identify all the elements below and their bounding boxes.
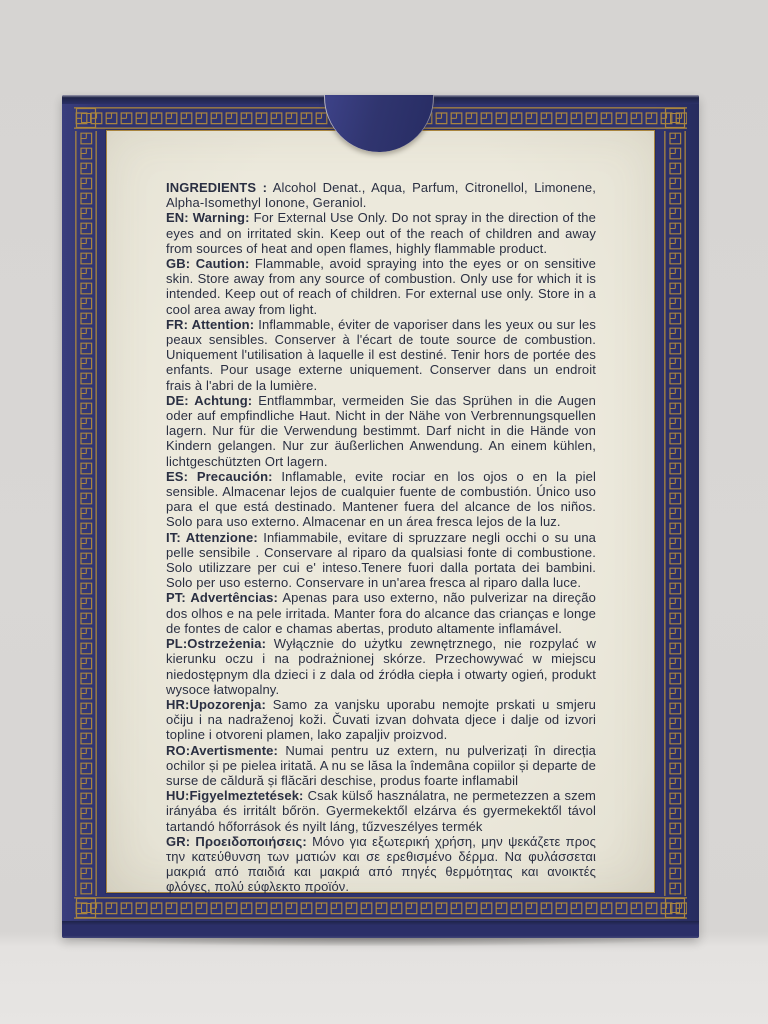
section-en-label: EN: Warning: — [166, 210, 250, 226]
section-de-label: DE: Achtung: — [166, 392, 253, 408]
section-it — [166, 530, 596, 591]
section-es — [166, 469, 596, 530]
section-pt-label: PT: Advertências: — [166, 590, 278, 606]
section-gb-label: GB: Caution: — [166, 256, 250, 272]
section-en — [166, 210, 596, 256]
section-pl-label: PL:Ostrzeżenia: — [166, 636, 267, 652]
section-ro — [166, 743, 596, 789]
section-hr-text: Samo za vanjsku uporabu nemojte prskati u smjeru očiju i na nadraženoj koži. Čuvati izvan dohvata djece i dalje od izvori topline i otvoreni plamen, lako zapaljiv proizvod. — [166, 696, 597, 743]
section-hr — [166, 697, 596, 743]
section-ingredients-text: Alcohol Denat., Aqua, Parfum, Citronellol, Limonene, Alpha-Isomethyl Ionone, Geraniol. — [166, 180, 596, 211]
section-es-text: Inflamable, evite rociar en los ojos o en la piel sensible. Almacenar lejos de cualquier fuente de combustión. Único uso para el que está destinado. Mantener fuera del alcance de los niños. Solo para uso externo. Almacenar en un área fresca lejos de la luz. — [166, 468, 596, 530]
section-fr-text: Inflammable, éviter de vaporiser dans les yeux ou sur les peaux sensibles. Conserver à l'écart de toute source de combustion. Uniquement l'utilisation à laquelle il est destiné. Tenir hors de portée des enfants. Pour usage externe uniquement. Conserver dans un endroit frais à l'abri de la lumière. — [166, 316, 597, 393]
section-es-label: ES: Precaución: — [166, 468, 273, 484]
warnings-text-block — [166, 180, 596, 895]
section-ingredients-label: INGREDIENTS : — [166, 180, 268, 195]
section-fr-label: FR: Attention: — [166, 316, 255, 332]
section-hu-text: Csak külső használatra, ne permetezzen a szem irányába és irritált bőrön. Gyermekektől elzárva és gyermekektől távol tartandó hőforrások és nyilt láng, tűzveszélyes termék — [166, 788, 597, 834]
section-hu-label: HU:Figyelmeztetések: — [166, 788, 304, 804]
box-bottom-flap — [62, 921, 699, 938]
section-gr-label: GR: Προειδοποιήσεις: — [166, 833, 307, 849]
section-ingredients — [166, 180, 596, 210]
section-gb — [166, 256, 596, 317]
section-fr — [166, 317, 596, 393]
section-de-text: Entflammbar, vermeiden Sie das Sprühen in die Augen oder auf empfindliche Haut. Nicht in der Nähe von Verbrennungsquellen lagern. Nur für die Verwendung bestimmt. Darf nicht in die Hände von Kindern gelangen. Nur zur äußerlichen Anwendung. An einem kühlen, lichtgeschützten Ort lagern. — [166, 392, 596, 469]
section-gr-text: Μόνο για εξωτερική χρήση, μην ψεκάζετε προς την κατεύθυνση των ματιών και σε ερεθισμένο δέρμα. Να φυλάσσεται μακριά από παιδιά και μακριά από πηγές θερμότητας και ανοικτές φλόγες, πολύ εύφλεκτο προϊόν. — [166, 833, 596, 895]
section-it-text: Infiammabile, evitare di spruzzare negli occhi o su una pelle sensibile . Conservare al riparo da qualsiasi fonte di combustione. Solo utilizzare per cui e' inteso.Tenere fuori dalla portata dei bambini. Solo per uso esterno. Conservare in un'area fresca al riparo dalla luce. — [166, 529, 597, 591]
section-ro-text: Numai pentru uz extern, nu pulverizați în direcția ochilor și pe pielea iritată. A nu se lăsa la îndemâna copiilor și departe de surse de căldură și flăcări deschise, produs foarte inflamabil — [166, 742, 596, 788]
section-pl-text: Wyłącznie do użytku zewnętrznego, nie rozpylać w kierunku oczu i na podrażnionej skórze. Przechowywać w miejscu niedostępnym dla dzieci i z dala od źródła ciepła i otwarty ogień, produkt wysoce łatwopalny. — [166, 636, 597, 697]
section-gb-text: Flammable, avoid spraying into the eyes or on sensitive skin. Store away from any source of combustion. Only use for which it is intended. Keep out of reach of children. For external use only. Store in a cool area away from light. — [166, 256, 596, 317]
section-gr — [166, 834, 596, 895]
section-pt-text: Apenas para uso externo, não pulverizar na direção dos olhos e na pele irritada. Manter fora do alcance das crianças e longe de fontes de calor e chamas abertas, produto altamente inflamável. — [166, 590, 597, 636]
perfume-box-back-panel — [62, 95, 699, 938]
section-de — [166, 393, 596, 469]
section-pt — [166, 590, 596, 636]
section-pl — [166, 636, 596, 697]
section-it-label: IT: Attenzione: — [166, 529, 258, 545]
section-hr-label: HR:Upozorenja: — [166, 696, 266, 712]
section-hu — [166, 788, 596, 834]
section-ro-label: RO:Avertismente: — [166, 742, 278, 758]
section-en-text: For External Use Only. Do not spray in the direction of the eyes and on irritated skin. Keep out of the reach of children and away from sources of heat and open flames, highly flammable product. — [166, 210, 597, 256]
